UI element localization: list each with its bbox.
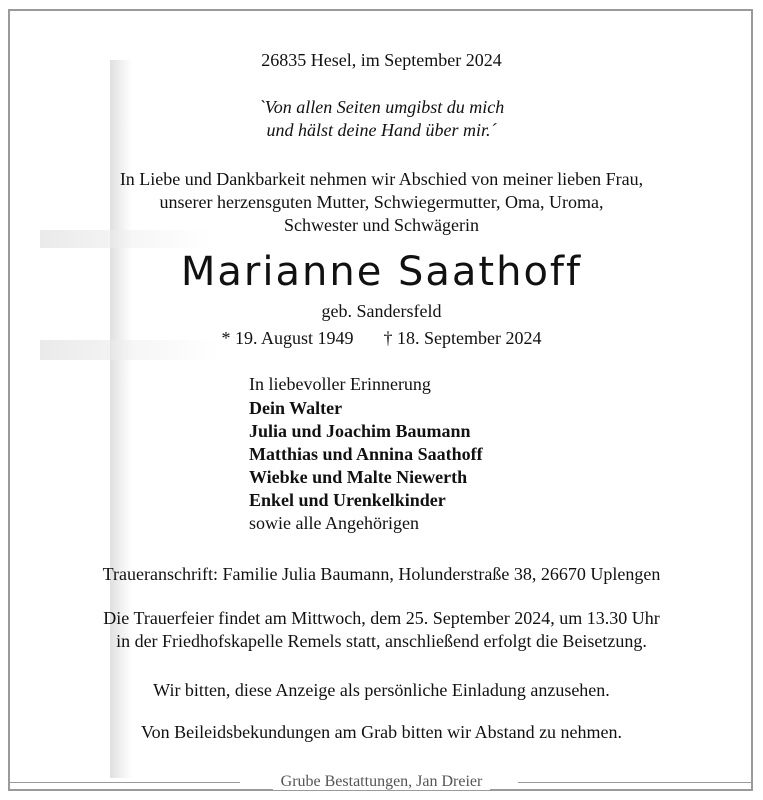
condolence-note: Von Beileidsbekundungen am Grab bitten wir Abstand zu nehmen. — [140, 722, 623, 742]
place-date: 26835 Hesel, im September 2024 — [261, 50, 502, 70]
intro-line-1: In Liebe und Dankbarkeit nehmen wir Abschied von meiner lieben Frau, — [119, 169, 644, 189]
mourner-2: Julia und Joachim Baumann — [249, 421, 471, 441]
maiden-name: geb. Sandersfeld — [321, 301, 442, 321]
footer — [0, 772, 763, 792]
undertaker-credit: Grube Bestattungen, Jan Dreier — [273, 773, 491, 790]
ceremony-line-2: in der Friedhofskapelle Remels statt, anschließend erfolgt die Beisetzung. — [116, 631, 647, 651]
verse-line-2: und hälst deine Hand über mir.´ — [266, 120, 497, 140]
life-dates — [0, 327, 763, 349]
verse-line-1: `Von allen Seiten umgibst du mich — [258, 97, 505, 117]
memory-line: In liebevoller Erinnerung — [249, 374, 431, 394]
mourner-1: Dein Walter — [249, 398, 343, 418]
relatives-line: sowie alle Angehörigen — [249, 513, 419, 533]
intro-line-2: unserer herzensguten Mutter, Schwiegermutter, Oma, Uroma, — [159, 192, 604, 212]
intro-line-3: Schwester und Schwägerin — [284, 215, 479, 235]
mourner-5: Enkel und Urenkelkinder — [249, 490, 446, 510]
ceremony-line-1: Die Trauerfeier findet am Mittwoch, dem 25. September 2024, um 13.30 Uhr — [103, 608, 660, 628]
mourning-address: Traueranschrift: Familie Julia Baumann, Holunderstraße 38, 26670 Uplengen — [102, 564, 661, 584]
death-date: † 18. September 2024 — [383, 328, 542, 348]
mourner-4: Wiebke und Malte Niewerth — [249, 467, 468, 487]
deceased-name: Marianne Saathoff — [180, 249, 583, 295]
invitation-note: Wir bitten, diese Anzeige als persönliche Einladung anzusehen. — [153, 680, 610, 700]
birth-date: * 19. August 1949 — [221, 328, 354, 348]
mourner-3: Matthias und Annina Saathoff — [249, 444, 483, 464]
